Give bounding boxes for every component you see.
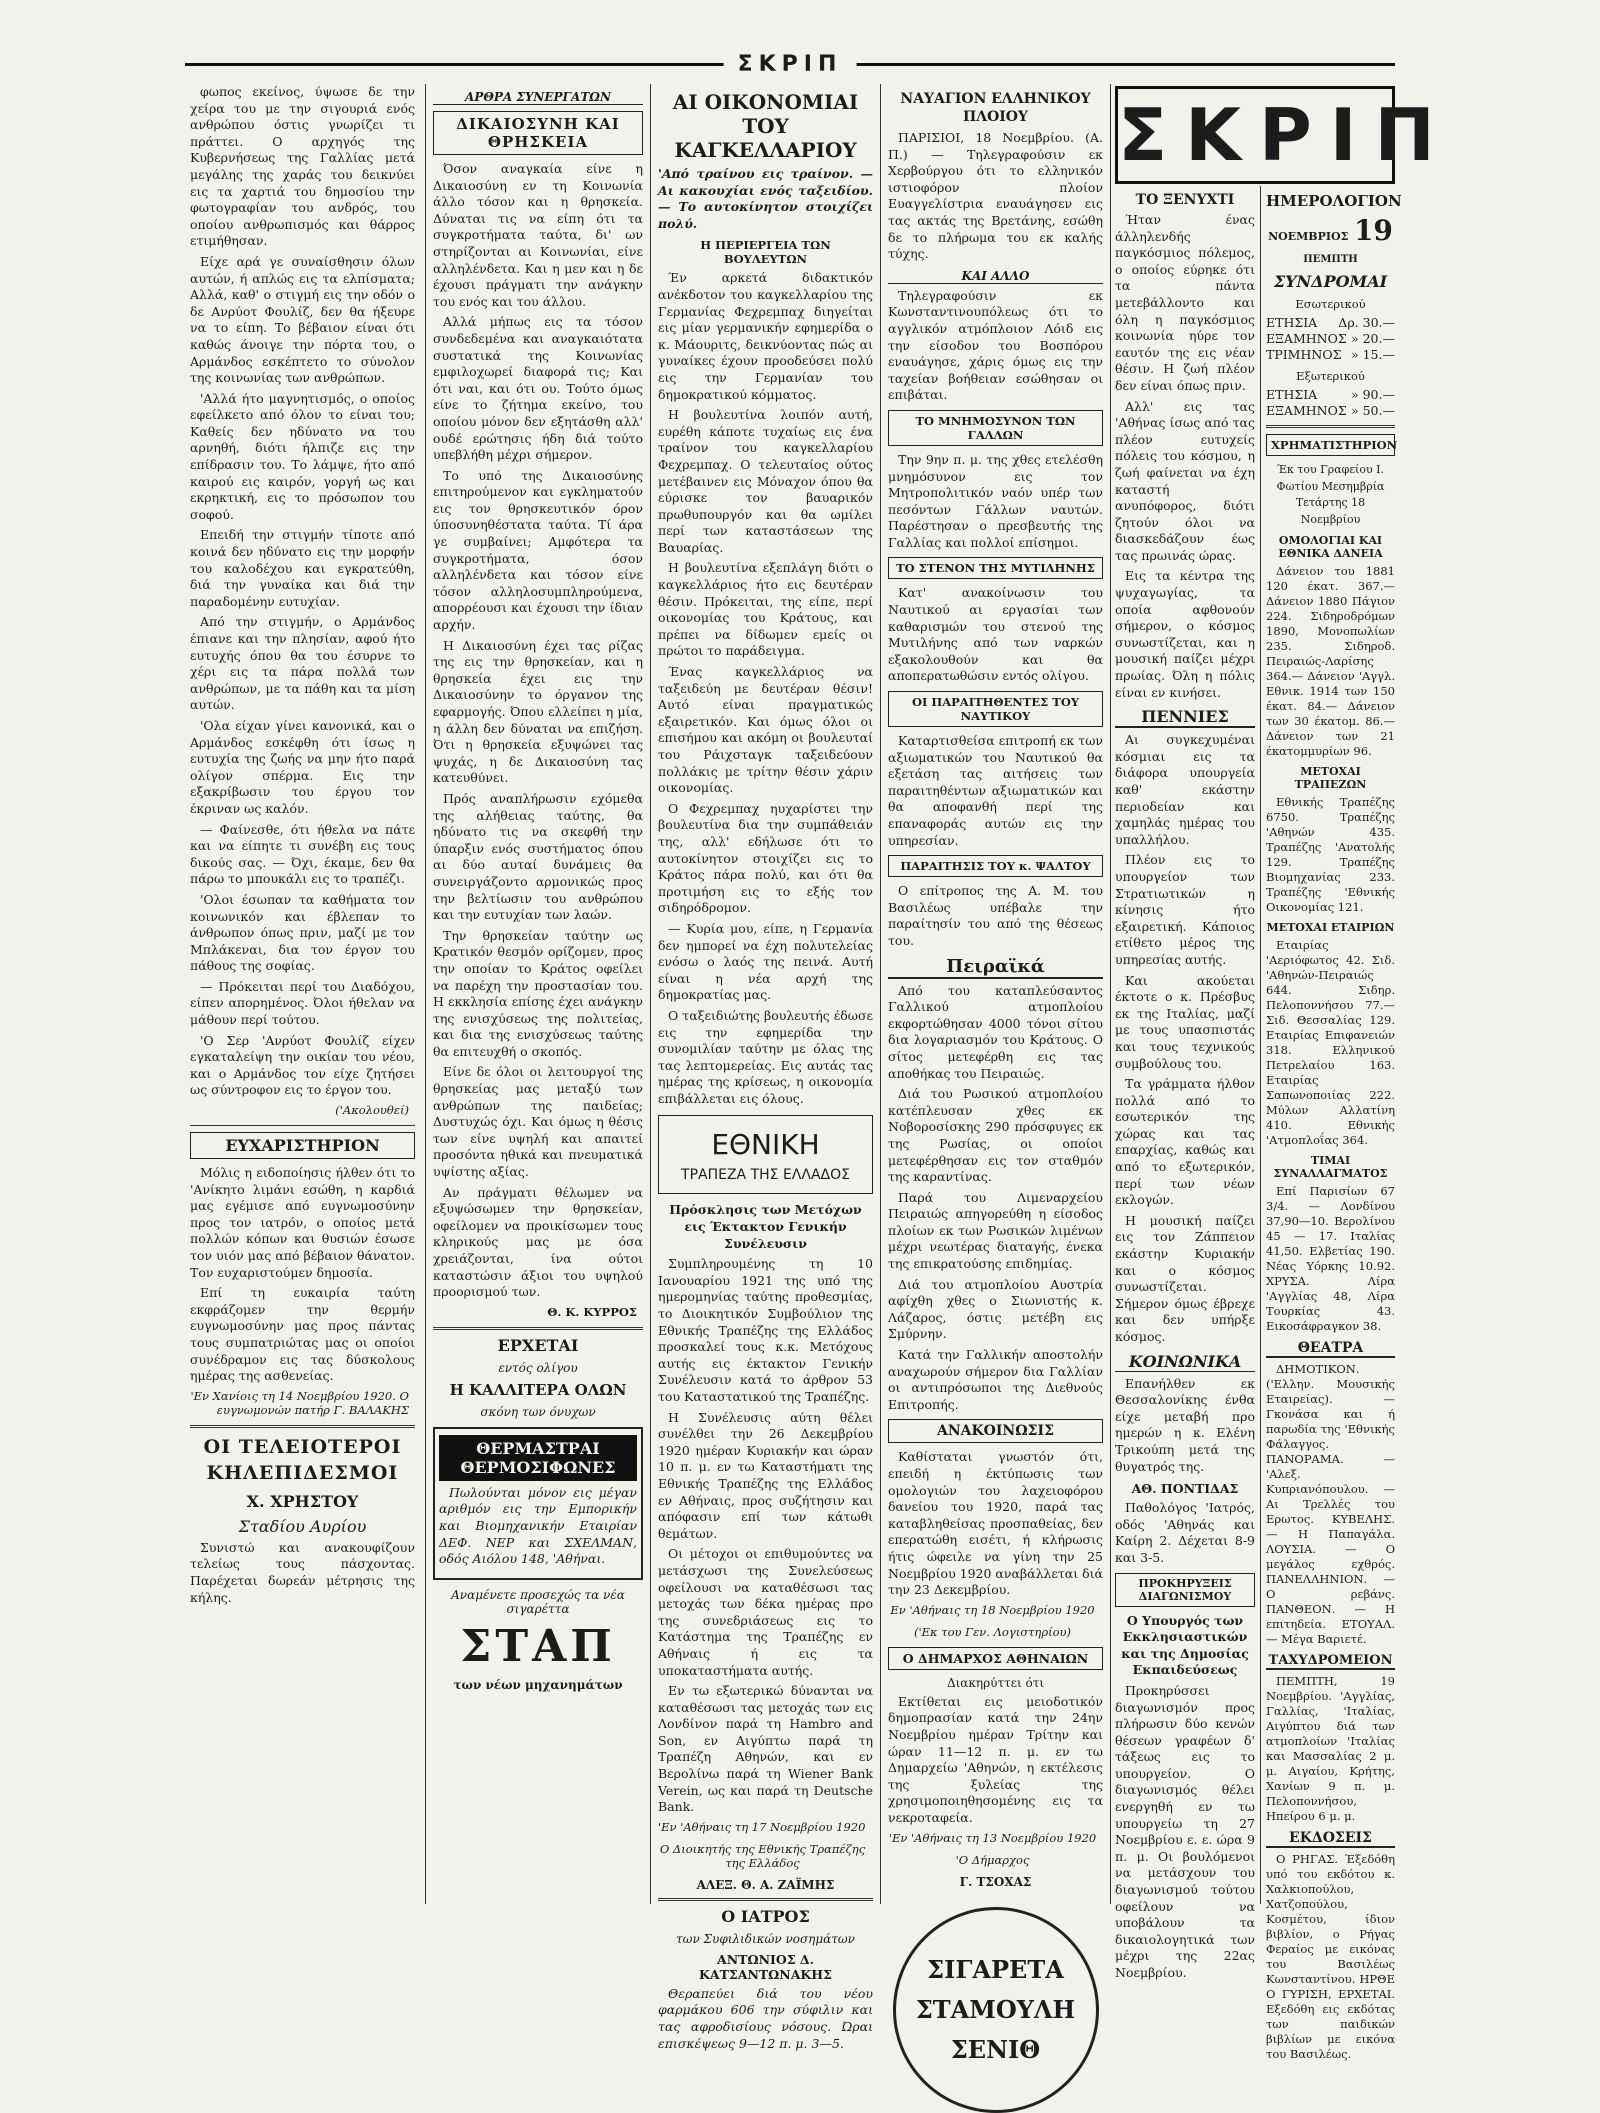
notice-paragraph: Οι μέτοχοι οι επιθυμούντες να μετάσχωσι της Συνελεύσεως οφείλουσι να καταθέσωσι τας μετοχάς των δέκα ημέρας προ της συνεδριάσεως εις το Κατάστημα της Τραπέζης εν Αθήναις ή εις τα υποκαταστήματα αυτής.: [658, 1546, 873, 1678]
column-articles: [433, 84, 643, 1904]
section-heading: ΠΕΝΝΙΕΣ: [1115, 707, 1255, 728]
article-paragraph: 'Ολα είχαν γίνει κανονικά, και ο Αρμάνδος εσκέφθη ότι ίσως η ευτυχία της ζωής να μην ήτο παρά ολίγον σπέρμα. Εις την εξακρίβωσιν του έργου τον έκριναν ως καλόν.: [190, 717, 415, 816]
notice-paragraph: Εν τω εξωτερικώ δύνανται να καταθέσωσι τας μετοχάς των εις Λονδίνον παρά τη Hambro and Son, εν Αιγύπτω παρά τη Τραπέζη Αθηνών, και εν Βερολίνω παρά τη Wiener Bank Verein, ως και παρά τη Deutsche Bank.: [658, 1683, 873, 1815]
article-paragraph: Επί τη ευκαιρία ταύτη εκφράζομεν την θερμήν ευγνωμοσύνην μας προς πάντας τους συμπατριώτας μας οι οποίοι συνέδραμον εις τας δύσκολους ημέρας της ασθενείας.: [190, 1285, 415, 1384]
competition-heading: ΠΡΟΚΗΡΥΞΕΙΣ ΔΙΑΓΩΝΙΣΜΟΥ: [1115, 1573, 1255, 1607]
article-paragraph: Η βουλευτίνα εξεπλάγη διότι ο καγκελλάριος ήτο εις δευτέραν θέσιν. Πρόκειται, της είπε, περί οικονομίας του Κράτους, και πρέπει να δίδωμεν εμείς οι πρώτοι το παράδειγμα.: [658, 560, 873, 659]
announcement-date: Εν 'Αθήναις τη 18 Νοεμβρίου 1920: [890, 1602, 1095, 1617]
ad-heading: ΕΡΧΕΤΑΙ: [497, 1335, 579, 1355]
article-paragraph: Και ακούεται έκτοτε ο κ. Πρέσβυς εκ της Ιταλίας, μαζί με τους υπασπιστάς και τους τεχνικούς συμβούλους του.: [1115, 972, 1255, 1071]
exchange-sub: Έκ του Γραφείου Ι. Φωτίου Μεσημβρία Τετάρτης 18 Νοεμβρίου: [1276, 463, 1385, 526]
ad-text: Συνιστώ και ανακουφίζουν τελείως τους πάσχοντας. Παρέχεται δωρεάν μέτρησις της κήλης.: [190, 1539, 415, 1605]
subscription-label: ΕΞΑΜΗΝΟΣ: [1266, 403, 1347, 418]
article-subtitle: 'Από τραίνου εις τραίνον. — Αι κακουχίαι ενός ταξειδίου. — Το αυτοκίνητον στοιχίζει πολύ.: [658, 166, 873, 231]
exchange-heading: ΧΡΗΜΑΤΙΣΤΗΡΙΟΝ: [1266, 434, 1395, 456]
calendar-month: ΝΟΕΜΒΡΙΟΣ: [1268, 230, 1349, 243]
column-chancellor: [658, 84, 873, 2051]
article-paragraph: Ο Φεχρεμπαχ ηυχαρίστει την βουλευτίνα δια την συμπάθειάν της, αλλ' εδήλωσε ότι το αυτοκίνητον στοιχίζει εις το Κράτος πάρα πολύ, και ότι θα προτιμήση εις το εξής τον σιδηρόδρομον.: [658, 800, 873, 916]
post-text: ΠΕΜΠΤΗ, 19 Νοεμβρίου. 'Αγγλίας, Γαλλίας, 'Ιταλίας, Αιγύπτου διά των ατμοπλοίων 'Ιταλίας και Μασσαλίας 2 μ. μ. Αιγαίου, Κρήτης, Χανίων 9 π. μ. Πελοποννήσου, Ηπείρου 6 μ. μ.: [1266, 1674, 1395, 1824]
cigarette-brand: ΣΤΑΠ: [460, 1620, 616, 1672]
bank-title: ΕΘΝΙΚΗ: [711, 1128, 820, 1162]
exchange-subheading: ΜΕΤΟΧΑΙ ΤΡΑΠΕΖΩΝ: [1294, 765, 1367, 792]
article-paragraph: Ένας καγκελλάριος να ταξειδεύη με δευτέραν θέσιν! Αυτό είναι πραγματικώς εξαιρετικόν. Και όμως όλοι οι επισήμου και ακόμη οι βουλευταί του Ράιχσταγκ ταξειδεύουν πολλάκις με τρίτην θέσιν χάριν οικονομίας.: [658, 664, 873, 796]
ad-top: Αναμένετε προσεχώς τα νέα σιγαρέττα: [451, 1587, 625, 1616]
news-paragraph: Από του καταπλεύσαντος Γαλλικού ατμοπλοίου εκφορτώθησαν 4000 τόνοι σίτου δια λογαριασμόν του Κράτους. Ο σίτος μετεφέρθη εις τας αποθήκας του Πειραιώς.: [888, 982, 1103, 1081]
article-paragraph: Πλέον εις το υπουργείον των Στρατιωτικών η κίνησις ήτο εξαιρετική. Κάποιος ετίθετο μέρος της υπηρεσίας αυτής.: [1115, 852, 1255, 967]
news-heading: ΤΟ ΣΤΕΝΟΝ ΤΗΣ ΜΥΤΙΛΗΝΗΣ: [888, 557, 1103, 579]
article-paragraph: — Πρόκειται περί του Διαδόχου, είπεν απορημένος. Όλοι ήθελαν να μάθουν περί τούτου.: [190, 978, 415, 1028]
article-paragraph: Η βουλευτίνα λοιπόν αυτή, ευρέθη κάποτε τυχαίως εις ένα τραίνον του καγκελλαρίου Φεχρεμπαχ. Ο τελευταίος ούτος μετέβαινεν εις Μόναχον όπου θα εύρισκε τον βαυαρικόν πρωθυπουργόν και θα ωμίλει περί των καταστάσεων της Βαυαρίας.: [658, 407, 873, 555]
ad-small: σκόνη των όνυχων: [480, 1404, 596, 1419]
article-paragraph: Επειδή την στιγμήν τίποτε από κοινά δεν ηδύνατο εις την μορφήν του καλοδέχου και εγκρατεύθη, διά την γυναίκα και διά την παραδομένην ευτυχίαν.: [190, 527, 415, 609]
article-title: ΤΟ ΞΕΝΥΧΤΙ: [1135, 192, 1235, 208]
announcement-heading: ΑΝΑΚΟΙΝΩΣΙΣ: [888, 1419, 1103, 1443]
article-paragraph: Πρός αναπλήρωσιν εχόμεθα της αλήθειας ταύτης, θα ηδύνατο τις να σκεφθή την ύπαρξιν ενός συστήματος όπου αι δύο αυταί δυνάμεις θα συνειργάζοντο αρμονικώς προς την βελτίωσιν του ανθρώπου και την ευτυχίαν των λαών.: [433, 790, 643, 923]
column-sub-right: [1266, 186, 1402, 2062]
column-serial: [190, 84, 415, 1904]
continued-note: ('Ακολουθεί): [335, 1103, 409, 1118]
subscription-label: ΕΤΗΣΙΑ: [1266, 387, 1318, 402]
subscription-label: ΤΡΙΜΗΝΟΣ: [1266, 347, 1342, 362]
notice-signer: ΑΛΕΞ. Θ. Α. ΖΑΪΜΗΣ: [696, 1877, 835, 1892]
news-paragraph: Διά του ατμοπλοίου Αυστρία αφίχθη χθες ο Σιωνιστής κ. Λάζαρος, όστις μετέβη εις Σμύρνην.: [888, 1276, 1103, 1342]
article-paragraph: 'Ολοι έσωπαν τα καθήματα τον κοινωνικόν και έβλεπαν το άνθρωπον όπως πριν, μαζί με τον Μπλάκεναι, δια τον έργον του πάθους της σοφίας.: [190, 891, 415, 974]
article-title: ΑΙ ΟΙΚΟΝΟΜΙΑΙ ΤΟΥ ΚΑΓΚΕΛΛΑΡΙΟΥ: [672, 90, 859, 162]
calendar-date: [1266, 214, 1395, 266]
section-heading: ΚΟΙΝΩΝΙΚΑ: [1115, 1352, 1255, 1372]
signature: 'Εν Χανίοις τη 14 Νοεμβρίου 1920. Ο ευγνωμονών πατήρ Γ. ΒΑΛΑΚΗΣ: [190, 1388, 409, 1417]
editions-heading: ΕΚΔΟΣΕΙΣ: [1266, 1830, 1395, 1848]
column-rule: [1110, 84, 1111, 1904]
ad-address: Σταδίου Αυρίου: [238, 1516, 367, 1536]
article-paragraph: Όσον αναγκαία είνε η Δικαιοσύνη εν τη Κοινωνία άλλο τόσον και η θρησκεία. Δύναται τις να είπη ότι τα συγκροτήματα ταύτα, δι' ων στηρίζονται αι Κοινωνίαι, είνε αλληλένδετα. Και η μεν και η δε έχουσι πράγματι την ανάγκην του ενός και του άλλου.: [433, 161, 643, 309]
news-heading: ΤΟ ΜΝΗΜΟΣΥΝΟΝ ΤΩΝ ΓΑΛΛΩΝ: [888, 410, 1103, 446]
subscription-value: » 15.—: [1350, 347, 1395, 362]
divider: [1266, 425, 1395, 428]
seal-line: ΣΤΑΜΟΥΛΗ: [915, 1994, 1076, 2024]
thanks-heading: ΕΥΧΑΡΙΣΤΗΡΙΟΝ: [190, 1132, 415, 1159]
subscription-row: [1266, 347, 1395, 363]
mayor-heading: Ο ΔΗΜΑΡΧΟΣ ΑΘΗΝΑΙΩΝ: [888, 1647, 1103, 1670]
article-paragraph: — Φαίνεσθε, ότι ήθελα να πάτε και να είπητε τι συνέβη εις τους δικούς σας. — Όχι, έκαμε, δεν θα πάρω το μπουκάλι εις το τραπέζι.: [190, 821, 415, 887]
article-paragraph: Είχε αρά γε συναίσθησιν όλων αυτών, ή απλώς εις τα ελπίσματα; Αλλά, καθ' ο στιγμή εις την οδόν ο δε Ανρύοτ Φουλίζ, δεν θα ήξευρε να το είπη. Το βέβαιον είναι ότι καθώς άνοιγε την πόρτα του, ο Αρμάνδος εσκέπτετο το σύνολον της κοινωνίας των ανθρώπων.: [190, 253, 415, 386]
column-rule: [425, 84, 426, 1904]
seal-line: ΣΕΝΙΘ: [950, 2034, 1041, 2064]
notice-heading: Πρόσκλησις των Μετόχων εις Έκτακτον Γενικήν Συνέλευσιν: [669, 1202, 862, 1251]
divider: [433, 1327, 643, 1330]
doctor-specialty: των Συφιλιδικών νοσημάτων: [676, 1931, 855, 1946]
exchange-text: Εταιρίας 'Αεριόφωτος 42. Σιδ. 'Αθηνών-Πειραιώς 644. Σιδηρ. Πελοποννήσου 77.— Σιδ. Θεσσαλίας 129. Εταιρίας Επιφανειών 318. Ελληνικού Πετρελαίου 163. Εταιρίας Σαπωνοποιίας 222. Μύλων Αλλατίνη 410. Εθνικής 'Ατμοπλοΐας 364.: [1266, 938, 1395, 1148]
column-rule: [650, 84, 651, 1904]
article-paragraph: Αλλά μήπως εις τα τόσον συνδεδεμένα και αναγκαιότατα συστατικά της Κοινωνίας εμφιλοχωρεί διαφορά τις; Και ότι ναι, και ότι ου. Τούτο όμως είνε το ζήτημα εκείνο, του οποίου μόνον δεν εξητάσθη αλλ' ουδέ ερώτησις ήδη διά τούτο υπεβλήθη μέχρι σήμερον.: [433, 314, 643, 463]
subscription-table: [1266, 315, 1395, 363]
rates-heading: ΤΙΜΑΙ ΣΥΝΑΛΛΑΓΜΑΤΟΣ: [1273, 1154, 1388, 1181]
article-title: ΔΙΚΑΙΟΣΥΝΗ ΚΑΙ ΘΡΗΣΚΕΙΑ: [433, 111, 643, 155]
masthead-title: ΣΚΡΙΠ: [724, 52, 857, 77]
section-heading-piraeus: Πειραϊκά: [888, 956, 1103, 979]
article-paragraph: φωπος εκείνος, ύψωσε δε την χείρα του με την σιγουριά ενός ανθρώπου όστις γνωρίζει τι πράττει. Ο αρχηγός της Κυβερνήσεως της Γαλλίας μετά μεγάλης της χαράς του δεικνύει εις τα χαρτιά του δημοσίου την φωτογραφίαν του ανδρός, του οποίου ανθρωπισμός και θάρρος ετιμήθησαν.: [190, 84, 415, 249]
section-heading: Η ΠΕΡΙΕΡΓΕΙΑ ΤΩΝ ΒΟΥΛΕΥΤΩΝ: [700, 238, 831, 267]
exchange-subheading: ΟΜΟΛΟΓΙΑΙ ΚΑΙ ΕΘΝΙΚΑ ΔΑΝΕΙΑ: [1278, 534, 1383, 561]
heater-ad: [433, 1427, 643, 1580]
news-paragraph: Ο επίτροπος της Α. Μ. του Βασιλέως υπέβαλε την παραίτησίν του από της θέσεως του.: [888, 883, 1103, 948]
subscription-domestic: Εσωτερικού: [1295, 297, 1366, 311]
article-paragraph: — Κυρία μου, είπε, η Γερμανία δεν ημπορεί να έχη πολυτελείας ενόσω ο λαός της πεινά. Αυτή είναι η νέα αρχή της δημοκρατίας μας.: [658, 920, 873, 1003]
bank-notice: [658, 1115, 873, 1194]
subscription-row: [1266, 315, 1395, 331]
bank-subtitle: ΤΡΑΠΕΖΑ ΤΗΣ ΕΛΛΑΔΟΣ: [681, 1167, 850, 1184]
mayor-sub: Διακηρύττει ότι: [946, 1675, 1045, 1690]
author-signature: Θ. Κ. ΚΥΡΡΟΣ: [547, 1304, 637, 1319]
article-paragraph: Εις τα κέντρα της ψυχαγωγίας, τα οποία αφθονούν σήμερον, ο κόσμος συνωστίζεται, και η μουσική παίζει μέχρι πρωίας. Όλη η πόλις είναι εν κινήσει.: [1115, 568, 1255, 700]
mayor-text: Εκτίθεται εις μειοδοτικόν δημοπρασίαν κατά την 24ην Νοεμβρίου ημέραν Τρίτην και ώραν 11—12 π. μ. εν τω Δημαρχείω 'Αθηνών, η εκτέλεσις της ξυλείας της χρησιμοποιηθησομένης εις τα νεκροταφεία.: [888, 1693, 1103, 1825]
news-heading: ΚΑΙ ΑΛΛΟ: [888, 269, 1103, 284]
editions-text: Ο ΡΗΓΑΣ. Έξεδόθη υπό του εκδότου κ. Χαλκιοπούλου, Χατζοπούλου, Κοσμέτου, ίδιον βιβλίον, ο Ρήγας Φεραίος με εικόνας του Βασιλέως Κωνσταντίνου. ΗΡΘΕ Ο ΓΥΡΙΣΗ, ΕΡΧΕΤΑΙ. Εξεδόθη εις εκδότας των παιδικών βιβλίων με εικόνα του Βασιλέως.: [1266, 1852, 1395, 2062]
article-paragraph: Αι συγκεχυμέναι κόσμιαι εις τα διάφορα υπουργεία καθ' εκάστην περιοδείαν και χαμηλάς ημέρας του υπαλλήλου.: [1115, 732, 1255, 847]
exchange-text: Εθνικής Τραπέζης 6750. Τραπέζης 'Αθηνών 435. Τραπέζης 'Ανατολής 129. Τραπέζης Βιομηχανίας 233. Τραπέζης 'Εθνικής Οικονομίας 121.: [1266, 795, 1395, 915]
subscription-value: » 90.—: [1350, 387, 1395, 402]
article-title: ΝΑΥΑΓΙΟΝ ΕΛΛΗΝΙΚΟΥ ΠΛΟΙΟΥ: [900, 91, 1091, 125]
article-paragraph: Η μουσική παίζει εις τον Ζάππειον εκάστην Κυριακήν και ο κόσμος συνωστίζεται. Σήμερον όμως έβρεχε και δεν υπήρξε κόσμος.: [1115, 1212, 1255, 1344]
competition-text: Προκηρύσσει διαγωνισμόν προς πλήρωσιν δύο κενών θέσεων γραφέων δ' τάξεως εις το υπουργείον. Ο διαγωνισμός θέλει ενεργηθή εν τω υπουργείω τη 27 Νοεμβρίου ε. ε. ώρα 9 π. μ. Οι βουλόμενοι να μετάσχουν του διαγωνισμού τούτου οφείλουν να υποβάλουν τα δικαιολογητικά των μέχρι της 22ας Νοεμβρίου.: [1115, 1682, 1255, 1980]
notice-paragraph: Η Συνέλευσις αύτη θέλει συνέλθει την 26 Δεκεμβρίου 1920 ημέραν Κυριακήν και ώραν 10 π. μ. εν τω Καταστήματι της Εθνικής Τραπέζης της Ελλάδος εν Αθήναις, προς συζήτησιν και απόφασιν επί των κάτωθι θεμάτων.: [658, 1409, 873, 1541]
ad-heading: ΟΙ ΤΕΛΕΙΟΤΕΡΟΙ ΚΗΛΕΠΙΔΕΣΜΟΙ: [203, 1435, 402, 1484]
notice-signer-role: Ο Διοικητής της Εθνικής Τραπέζης της Ελλάδος: [659, 1841, 866, 1870]
announcement-text: Καθίσταται γνωστόν ότι, επειδή η έκτύπωσις των ομολογιών του λαχειοφόρου δανείου του 1920, παρά τας καταβληθείσας προσπαθείας, δεν επερατώθη εισέτι, ή κλήρωσις ήτις ώφειλε να γίνη την 25 Νοεμβρίου 1920 αναβάλλεται διά την 23 Δεκεμβρίου.: [888, 1449, 1103, 1598]
news-paragraph: Διά του Ρωσικού ατμοπλοίου κατέπλευσαν χθες εκ Νοβοροσίσκης 290 πρόσφυγες εκ της Ρωσίας, οι οποίοι μετεφέρθησαν εις τον σταθμόν της καραντίνας.: [888, 1086, 1103, 1185]
news-paragraph: Κατ' ανακοίνωσιν του Ναυτικού αι εργασίαι των καθαρισμών του στενού της Μυτιλήνης από των ναρκών εξακολουθούν και θα αποπερατωθώσιν εντός ολίγου.: [888, 585, 1103, 684]
doctor-title: Ο ΙΑΤΡΟΣ: [721, 1906, 810, 1926]
ad-text: Πωλούνται μόνον εις μέγαν αριθμόν εις την Εμπορικήν και Βιομηχανικήν Εταιρίαν ΔΕΦ. ΝΕΡ και ΣΧΕΛΜΑΝ, οδός Αιόλου 148, 'Αθήναι.: [439, 1484, 637, 1567]
rates-text: Επί Παρισίων 67 3/4. — Λονδίνου 37,90—10. Βερολίνου 45 — 17. Ιταλίας 41,50. Ελβετίας 190. Νέας Υόρκης 10.92. ΧΡΥΣΑ. Λίρα 'Αγγλίας 48, Λίρα Τουρκίας 43. Εικοσάφραγκον 38.: [1266, 1184, 1395, 1334]
article-paragraph: Ήταν ένας άλληλενδής παγκόσμιος πόλεμος, ο οποίος εύρηκε ότι τα πάντα μετεβάλλοντο και όλη η παγκόσμιος κοινωνία ηύρε τον εαυτόν της εις νέαν θέσιν. Η ζωή πλέον δεν είναι όπως πριν.: [1115, 212, 1255, 393]
news-heading: ΠΑΡΑΙΤΗΣΙΣ ΤΟΥ κ. ΨΑΛΤΟΥ: [888, 855, 1103, 877]
news-paragraph: Τηλεγραφούσιν εκ Κωνσταντινουπόλεως ότι το αγγλικόν ατμόπλοιον Λόιδ εις την είσοδον του Βοσπόρου εναυάγησε, χάρις όμως εις την ταχείαν βοήθειαν εσώθησαν οι επιβάται.: [888, 287, 1103, 403]
column-rule: [880, 84, 881, 1904]
newspaper-logo: [1115, 86, 1453, 184]
subscription-row: [1266, 403, 1395, 419]
article-paragraph: Είνε δε όλοι οι λειτουργοί της θρησκείας μας μεταξύ των ανθρώπων της παιδείας; Δυστυχώς όχι. Και όμως η θέσις των είνε υψηλή και απαιτεί προσόντα ηθικά και πνευματικά υψίστης αξίας.: [433, 1064, 643, 1180]
logo-text: ΣΚΡΙΠ: [1118, 93, 1453, 177]
notice-paragraph: Συμπληρουμένης τη 10 Ιανουαρίου 1921 της υπό της ημερομηνίας ταύτης προθεσμίας, το Διοικητικόν Συμβούλιον της Εθνικής Τραπέζης της Ελλάδος προσκαλεί τους κ.κ. Μετόχους αυτής εις έκτακτον Γενικήν Συνέλευσιν κατά το άρθρον 53 του Καταστατικού της Τραπέζης.: [658, 1256, 873, 1404]
masthead: [185, 52, 1395, 76]
mayor-role: 'Ο Δήμαρχος: [955, 1852, 1030, 1867]
ad-sub: εντός ολίγου: [498, 1360, 578, 1375]
article-paragraph: 'Ο Σερ 'Ανρύοτ Φουλίζ είχεν εγκαταλείψη την οικίαν του νέου, και ο Αρμάνδος τον είχε ζητήσει ως σύντροφον εις το έργον του.: [190, 1032, 415, 1098]
article-paragraph: Την θρησκείαν ταύτην ως Κρατικόν θεσμόν ορίζομεν, προς την οποίαν το Κράτος οφείλει να παρέχη την προστασίαν του. Η εκκλησία επίσης έχει ανάγκην της ενισχύσεως της πολιτείας, και δια της ενισχύσεως ταύτης θα επιτευχθή ο σκοπός.: [433, 927, 643, 1059]
announcement-source: ('Εκ του Γεν. Λογιστηρίου): [913, 1624, 1071, 1639]
article-paragraph: Ο ταξειδιώτης βουλευτής έδωσε εις την εφημερίδα την συνομιλίαν ταύτην με όλας της τας λεπτομερείας. Εις αυτάς τας ημέρας της κρίσεως, η οικονομία επιβάλλεται εις όλους.: [658, 1007, 873, 1106]
article-paragraph: Το υπό της Δικαιοσύνης επιτηρούμενον και εγκληματούν εις τον θρησκευτικόν όρον ύποσυνηθέστατα ταύτα. Τί άρα γε συμβαίνει; Αμφότερα τα συγκροτήματα, όσον αλληλένδετα και τόσον είνε τόσον αλληλοσυμπληρούμενα, απορρέουσι και έχουσι την ίδιαν αρχήν.: [433, 467, 643, 633]
article-paragraph: Τα γράμματα ήλθον πολλά από το εσωτερικόν της χώρας και τας επαρχίας, καθώς και από το εξωτερικόν, περί των νέων εκλογών.: [1115, 1076, 1255, 1208]
ad-name: Χ. ΧΡΗΣΤΟΥ: [246, 1491, 359, 1511]
article-paragraph: Επανήλθεν εκ Θεσσαλονίκης ένθα είχε μεταβή προ ημερών η κ. Ελένη Τρικούπη μετά της θυγατρός της.: [1115, 1375, 1255, 1474]
column-sub-left: [1115, 186, 1255, 1980]
subscription-title: ΣΥΝΔΡΟΜΑΙ: [1273, 272, 1388, 291]
ad-banner: ΘΕΡΜΑΣΤΡΑΙ ΘΕΡΜΟΣΙΦΩΝΕΣ: [439, 1435, 637, 1481]
seal-line: ΣΙΓΑΡΕΤΑ: [927, 1954, 1064, 1984]
news-paragraph: Καταρτισθείσα επιτροπή εκ των αξιωματικών του Ναυτικού θα εξετάση τας αιτήσεις των παραιτηθέντων αξιωματικών και θα αποφανθή περί της επαναφοράς αυτών εις την υπηρεσίαν.: [888, 733, 1103, 848]
doctor-heading: ΑΘ. ΠΟΝΤΙΔΑΣ: [1131, 1481, 1239, 1497]
subscription-table: [1266, 387, 1395, 419]
subscription-value: » 20.—: [1350, 331, 1395, 346]
article-paragraph: Η Δικαιοσύνη έχει τας ρίζας της εις την θρησκείαν, και η θρησκεία έχει εις την Δικαιοσύνην το όργανον της εφαρμογής. Όπου ελλείπει η μία, η άλλη δεν δύναται να επιζήση. Ότι η θρησκεία εξυψώνει τας ψυχάς, η δε Δικαιοσύνη τας κατευθύνει.: [433, 637, 643, 786]
news-paragraph: Την 9ην π. μ. της χθες ετελέσθη μνημόσυνον εις τον Μητροπολιτικόν ναόν υπέρ των πεσόντων Γάλλων ναυτών. Παρέστησαν ο πρεσβευτής της Γαλλίας και πολλοί επίσημοι.: [888, 451, 1103, 550]
news-paragraph: ΠΑΡΙΣΙΟΙ, 18 Νοεμβρίου. (Α. Π.) — Τηλεγραφούσιν εκ Χερβούργου ότι το ελληνικόν ιστιοφόρον πλοίον Ευαγγελίστρια εναυάγησεν εις τας ακτάς της Βρετάνης, εσώθη δε το πλήρωμα του εκ καλής τύχης.: [888, 130, 1103, 262]
section-heading: ΑΡΘΡΑ ΣΥΝΕΡΓΑΤΩΝ: [433, 90, 643, 105]
cigarette-seal-logo: [893, 1907, 1099, 2113]
calendar-day: 19: [1353, 214, 1393, 247]
subscription-row: [1266, 387, 1395, 403]
news-paragraph: Κατά την Γαλλικήν αποστολήν αναχωρούν σήμερον δια Γαλλίαν οι αντιπρόσωποι της Διεθνούς Επιτροπής.: [888, 1347, 1103, 1412]
subscription-foreign: Εξωτερικού: [1296, 369, 1365, 383]
article-paragraph: Έν αρκετά διδακτικόν ανέκδοτον του καγκελλαρίου της Γερμανίας Φεχρεμπαχ διηγείται εις μίαν γερμανικήν εφημερίδα ο κ. Μάουριτς, δεικνύοντας πώς αι γυναίκες έχουν προοδεύσει πολύ εις την Γερμανίαν του δημοκρατικού κόμματος.: [658, 270, 873, 402]
subscription-label: ΕΞΑΜΗΝΟΣ: [1266, 331, 1347, 346]
calendar-title: ΗΜΕΡΟΛΟΓΙΟΝ: [1266, 192, 1402, 210]
divider: [658, 1898, 873, 1901]
article-paragraph: 'Αλλά ήτο μαγνητισμός, ο οποίος εφείλκετο από όλον το είναι του; Καθείς δεν ηδύνατο να του αρνηθή, διότι ήλπιζε εις την επίδρασιν του. Το λάμψε, ήτο από καιρού εις καιρόν, γοργή ως και εκρηκτική, εις το πρόσωπον του σοφού.: [190, 390, 415, 522]
news-paragraph: Παρά του Λιμεναρχείου Πειραιώς απηγορεύθη η είσοδος πλοίων εκ των Ρωσικών λιμένων μέχρι νεωτέρας διαταγής, ένεκα της επικρατούσης επιδημίας.: [888, 1189, 1103, 1272]
news-heading: ΟΙ ΠΑΡΑΙΤΗΘΕΝΤΕΣ ΤΟΥ ΝΑΥΤΙΚΟΥ: [888, 691, 1103, 727]
exchange-text: Δάνειον του 1881 120 έκατ. 367.— Δάνειον 1880 Πάγιον 224. Σιδηροδρόμων 1890, Μονοπωλίων 235. Σιδηροδ. Πειραιώς-Λαρίσης 364.— Δάνειον 'Αγγλ. Εθνικ. 1914 των 150 έκατ. 84.— Δάνειον των 30 έκατομ. 86.— Δάνειον των 21 έκατομμυρίων 96.: [1266, 564, 1395, 759]
calendar-weekday: ΠΕΜΠΤΗ: [1303, 254, 1358, 265]
article-paragraph: Από την στιγμήν, ο Αρμάνδος έπιανε και την πλησίαν, αφού ήτο ευτυχής όπου θα του έσυρνε το χέρι εις τα πάρα πολλά των ανθρώπων, με τα πάθη και τα μίση αυτών.: [190, 614, 415, 713]
exchange-subheading: ΜΕΤΟΧΑΙ ΕΤΑΙΡΙΩΝ: [1266, 921, 1395, 935]
subscription-row: [1266, 331, 1395, 347]
divider: [190, 1125, 415, 1126]
doctor-name: ΑΝΤΩΝΙΟΣ Δ. ΚΑΤΣΑΝΤΩΝΑΚΗΣ: [699, 1951, 832, 1982]
doctor-text: Παθολόγος 'Ιατρός, οδός 'Αθηνάς και Καίρη 2. Δέχεται 8-9 και 3-5.: [1115, 1500, 1255, 1565]
subscription-label: ΕΤΗΣΙΑ: [1266, 315, 1318, 330]
column-rule: [1260, 186, 1261, 1904]
competition-sub: Ο Υπουργός των Εκκλησιαστικών και της Δημοσίας Εκπαιδεύσεως: [1121, 1612, 1249, 1678]
column-news: [888, 84, 1103, 2064]
article-paragraph: Αλλ' εις τας 'Αθήνας ίσως από τας πλέον ευτυχείς πόλεις του κόσμου, η ζωή φαίνεται να έχη καταστή ανυπόφορος, διότι ζητούν όλοι να διασκεδάζουν έως τας πρωινάς ώρας.: [1115, 398, 1255, 563]
ad-bottom: των νέων μηχανημάτων: [453, 1677, 623, 1692]
divider: [190, 1425, 415, 1428]
doctor-text: Θεραπεύει διά του νέου φαρμάκου 606 την σύφιλιν και τας αφροδισίους νόσους. Ώραι επισκέψεως 9—12 π. μ. 3—5.: [658, 1985, 873, 2051]
mayor-date: 'Εν 'Αθήναις τη 13 Νοεμβρίου 1920: [888, 1830, 1097, 1845]
subscription-value: Δρ. 30.—: [1338, 315, 1395, 330]
article-paragraph: Μόλις η ειδοποίησις ήλθεν ότι το 'Ανίκητο λιμάνι εσώθη, η καρδιά μας εγέμισε από ευγνωμοσύνην προς τον ιατρόν, ο οποίος μετά πολλών κόπων και θυσιών έσωσε τον υιόν μας από βέβαιον θάνατον. Τον ευχαριστούμεν δημοσία.: [190, 1165, 415, 1280]
article-paragraph: Αν πράγματι θέλωμεν να εξυψώσωμεν την θρησκείαν, οφείλομεν να προικίσωμεν τους κληρικούς μας με όσα χρειάζονται, ίνα ούτοι καταστώσιν άξιοι του υψηλού προορισμού των.: [433, 1184, 643, 1300]
ad-main: Η ΚΑΛΛΙΤΕΡΑ ΟΛΩΝ: [449, 1380, 627, 1399]
mayor-name: Γ. ΤΣΟΧΑΣ: [959, 1874, 1032, 1889]
theatre-heading: ΘΕΑΤΡΑ: [1266, 1340, 1395, 1358]
theatre-text: ΔΗΜΟΤΙΚΟΝ. ('Ελλην. Μουσικής Εταιρείας). — Γκονάσα και ή παρωδία της 'Εθνικής Φάλαγγος. ΠΑΝΟΡΑΜΑ. — 'Αλεξ. Κυπριανόπουλου. — Αι Τρελλές του Ερωτος. ΚΥΒΕΛΗΣ. — Η Παπαγάλα. ΛΟΥΣΙΑ. — Ο μεγάλος εχθρός. ΠΑΝΕΛΛΗΝΙΟΝ. — Ο ρεβάνς. ΠΑΝΘΕΟΝ. — Η επιτηδεία. ΕΤΟΥΑΛ. — Μέγα Βαριετέ.: [1266, 1362, 1395, 1647]
post-heading: ΤΑΧΥΔΡΟΜΕΙΟΝ: [1266, 1653, 1395, 1670]
subscription-value: » 50.—: [1350, 403, 1395, 418]
notice-date: 'Εν 'Αθήναις τη 17 Νοεμβρίου 1920: [658, 1819, 866, 1834]
